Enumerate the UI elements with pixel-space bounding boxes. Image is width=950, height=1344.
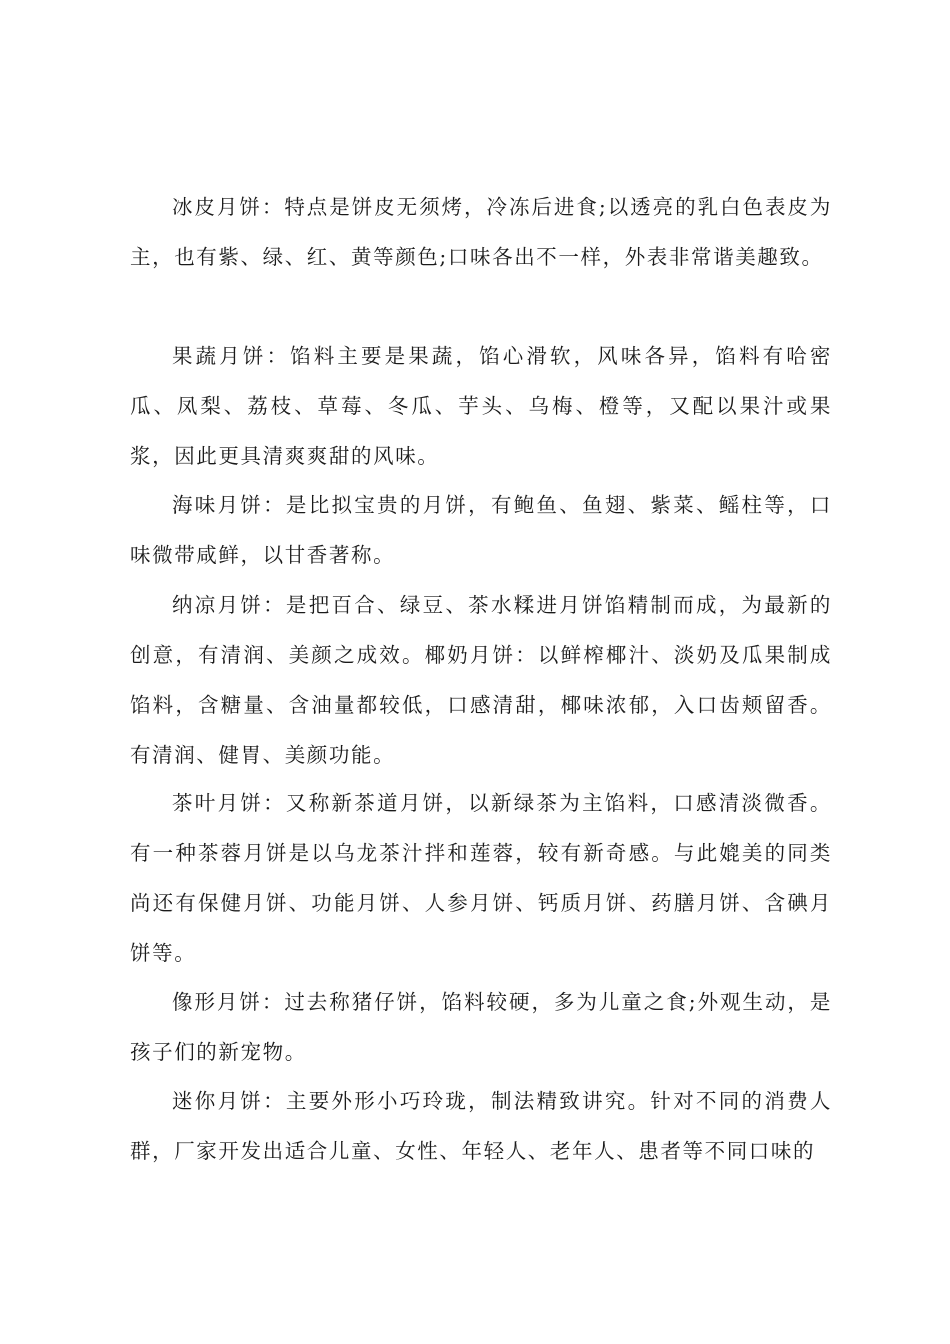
paragraph-xiangxing-mooncake: 像形月饼：过去称猪仔饼，馅料较硬，多为儿童之食;外观生动，是孩子们的新宠物。 <box>130 990 832 1064</box>
paragraph-naliang-mooncake: 纳凉月饼：是把百合、绿豆、茶水糅进月饼馅精制而成，为最新的创意，有清润、美颜之成效。椰奶月饼：以鲜榨椰汁、淡奶及瓜果制成馅料，含糖量、含油量都较低，口感清甜，椰味浓郁，入口齿颊留香。有清润、健胃、美颜功能。 <box>130 593 832 767</box>
paragraph-guoshu-mooncake: 果蔬月饼：馅料主要是果蔬，馅心滑软，风味各异，馅料有哈密瓜、凤梨、荔枝、草莓、冬瓜、芋头、乌梅、橙等，又配以果汁或果浆，因此更具清爽爽甜的风味。 <box>130 344 832 468</box>
paragraph-bingpi-mooncake: 冰皮月饼：特点是饼皮无须烤，冷冻后进食;以透亮的乳白色表皮为主，也有紫、绿、红、黄等颜色;口味各出不一样，外表非常谐美趣致。 <box>130 195 832 269</box>
paragraph-haiwei-mooncake: 海味月饼：是比拟宝贵的月饼，有鲍鱼、鱼翅、紫菜、鳐柱等，口味微带咸鲜，以甘香著称。 <box>130 493 832 567</box>
paragraph-mini-mooncake: 迷你月饼：主要外形小巧玲珑，制法精致讲究。针对不同的消费人群，厂家开发出适合儿童、女性、年轻人、老年人、患者等不同口味的 <box>130 1089 832 1163</box>
paragraph-chaye-mooncake: 茶叶月饼：又称新茶道月饼，以新绿茶为主馅料，口感清淡微香。有一种茶蓉月饼是以乌龙茶汁拌和莲蓉，较有新奇感。与此媲美的同类尚还有保健月饼、功能月饼、人参月饼、钙质月饼、药膳月饼、含碘月饼等。 <box>130 791 832 965</box>
